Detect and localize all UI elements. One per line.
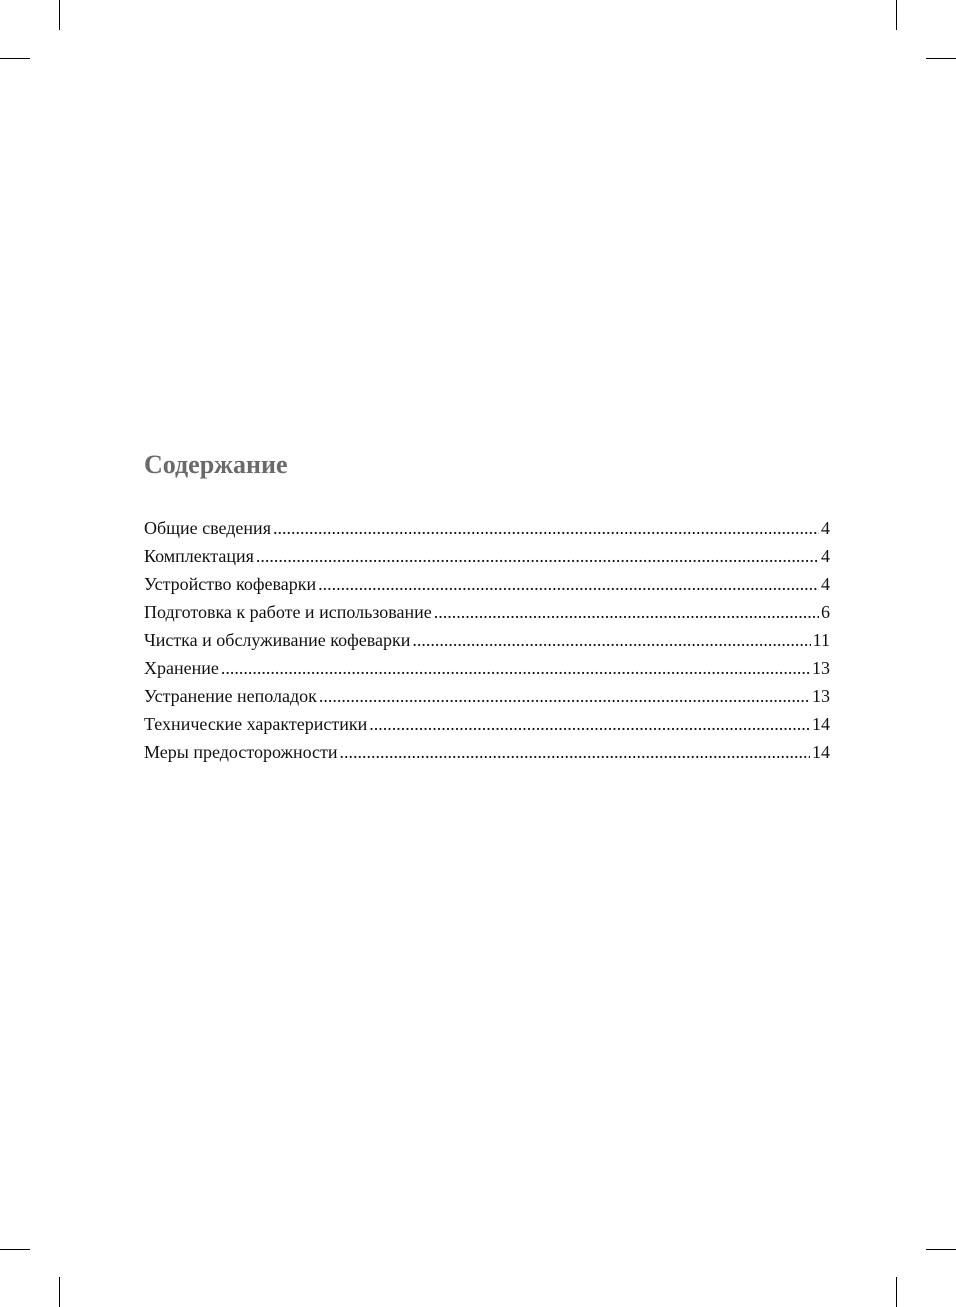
toc-entry-label: Общие сведения xyxy=(144,518,271,538)
toc-entry-label: Комплектация xyxy=(144,546,254,566)
crop-mark-top-left-horizontal xyxy=(0,58,30,59)
toc-leader-dots xyxy=(340,738,810,766)
toc-leader-dots xyxy=(273,514,819,542)
toc-entry[interactable] xyxy=(144,654,830,682)
toc-leader-dots xyxy=(412,626,810,654)
toc-entry-label: Подготовка к работе и использование xyxy=(144,602,432,622)
toc-entry[interactable] xyxy=(144,710,830,738)
toc-entry-label: Хранение xyxy=(144,658,219,678)
crop-mark-bottom-right-vertical xyxy=(896,1277,897,1307)
toc-entry[interactable] xyxy=(144,738,830,766)
toc-entry-page: 6 xyxy=(821,602,830,622)
crop-mark-bottom-right-horizontal xyxy=(926,1249,956,1250)
toc-entry-page: 11 xyxy=(812,630,830,650)
crop-mark-top-right-horizontal xyxy=(926,58,956,59)
toc-entry[interactable] xyxy=(144,626,830,654)
crop-mark-top-right-vertical xyxy=(896,0,897,30)
crop-mark-bottom-left-vertical xyxy=(59,1277,60,1307)
toc-entry[interactable] xyxy=(144,542,830,570)
toc-entry-label: Устройство кофеварки xyxy=(144,574,317,594)
crop-mark-bottom-left-horizontal xyxy=(0,1249,30,1250)
toc-leader-dots xyxy=(369,710,810,738)
toc-title: Содержание xyxy=(144,450,288,479)
toc-leader-dots xyxy=(319,682,810,710)
toc-entry-label: Меры предосторожности xyxy=(144,742,338,762)
toc-entry-label: Чистка и обслуживание кофеварки xyxy=(144,630,411,650)
toc-entry[interactable] xyxy=(144,570,830,598)
toc-entry[interactable] xyxy=(144,598,830,626)
toc-entry-page: 4 xyxy=(821,546,830,566)
toc-entry-page: 4 xyxy=(821,518,830,538)
toc-leader-dots xyxy=(434,598,819,626)
toc-list xyxy=(144,514,830,766)
crop-mark-top-left-vertical xyxy=(59,0,60,30)
toc-entry-page: 14 xyxy=(812,742,830,762)
toc-entry-page: 13 xyxy=(812,686,830,706)
toc-entry-page: 13 xyxy=(812,658,830,678)
toc-leader-dots xyxy=(221,654,810,682)
toc-leader-dots xyxy=(256,542,819,570)
toc-entry-label: Технические характеристики xyxy=(144,714,368,734)
toc-entry[interactable] xyxy=(144,514,830,542)
toc-entry-page: 14 xyxy=(812,714,830,734)
toc-entry[interactable] xyxy=(144,682,830,710)
toc-leader-dots xyxy=(318,570,819,598)
table-of-contents xyxy=(144,448,830,766)
toc-entry-label: Устранение неполадок xyxy=(144,686,317,706)
toc-entry-page: 4 xyxy=(821,574,830,594)
